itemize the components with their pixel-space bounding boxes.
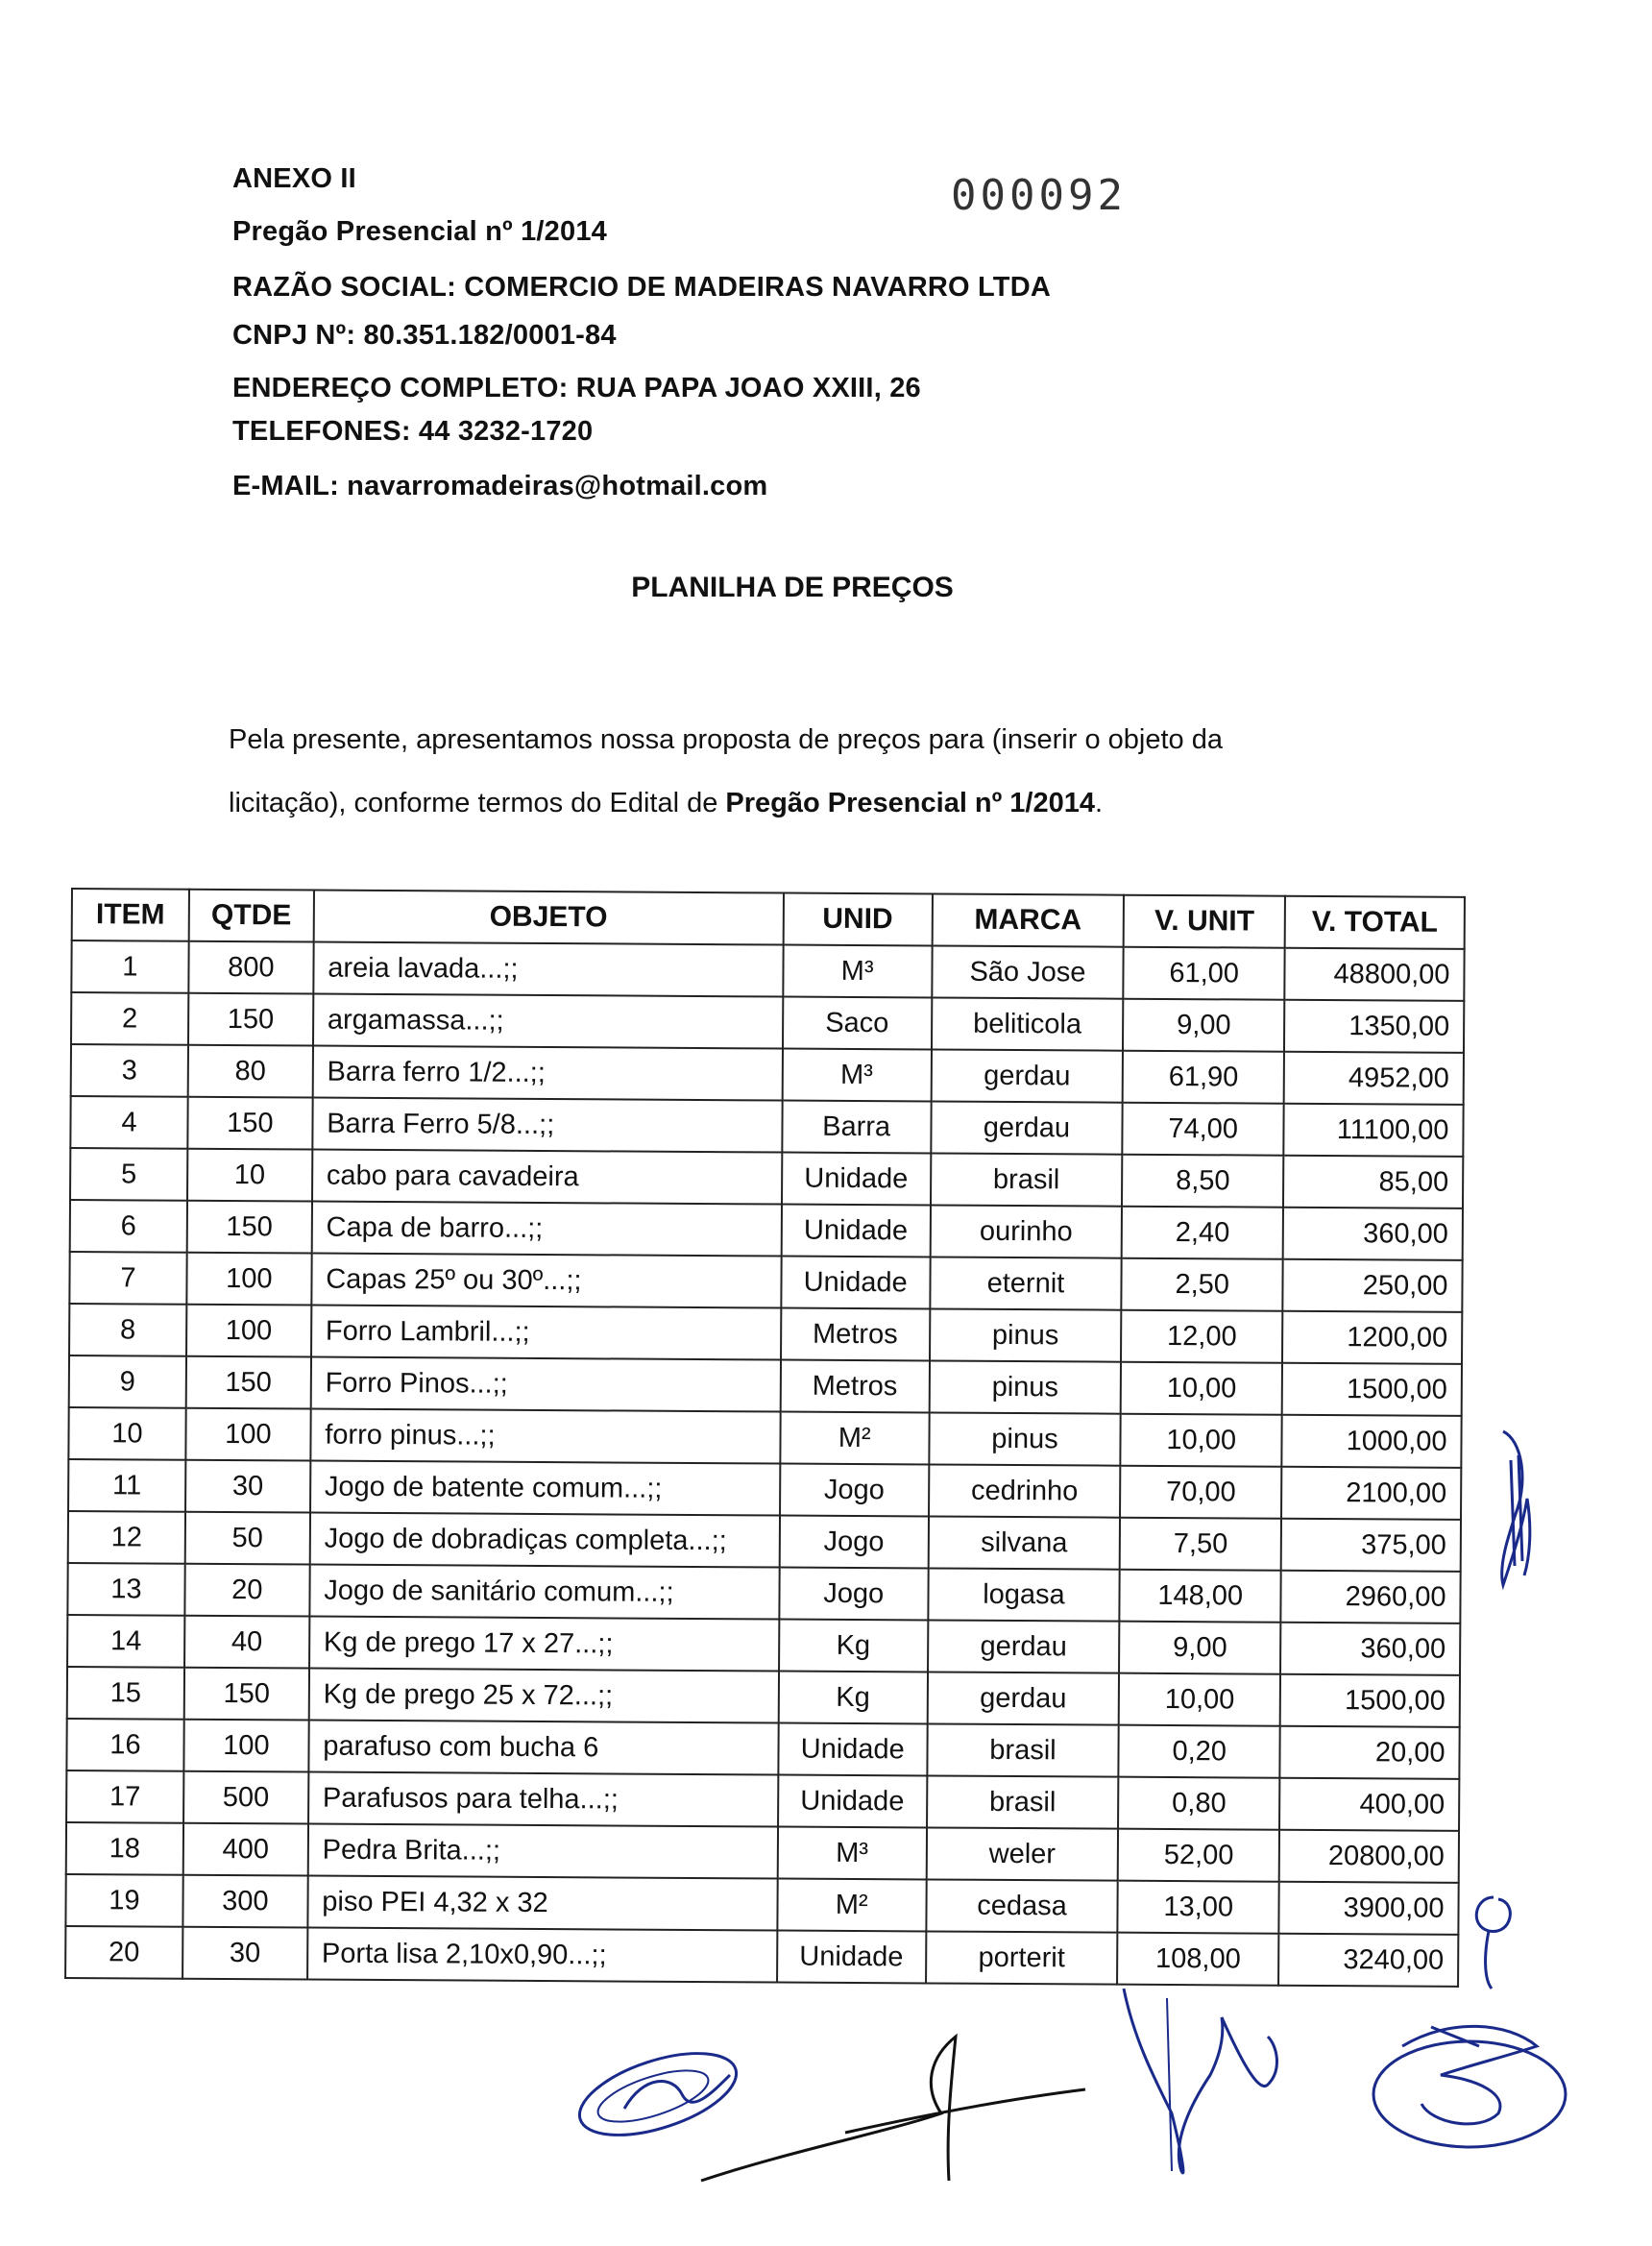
cell-v-unit: 74,00: [1123, 1103, 1284, 1156]
email: E-MAIL: navarromadeiras@hotmail.com: [232, 471, 768, 501]
cell-qtde: 100: [185, 1408, 310, 1461]
header-qtde: QTDE: [189, 890, 314, 942]
cell-marca: ourinho: [930, 1205, 1122, 1257]
cell-marca: pinus: [929, 1360, 1121, 1413]
cell-marca: cedasa: [926, 1879, 1118, 1932]
cell-qtde: 500: [183, 1771, 308, 1824]
cell-item: 1: [71, 940, 188, 993]
table-row: [65, 1874, 1458, 1935]
table-row: [68, 1459, 1461, 1520]
cell-unid: Kg: [778, 1672, 927, 1724]
cell-unid: M³: [783, 945, 932, 998]
cell-item: 8: [69, 1304, 186, 1356]
cell-qtde: 150: [187, 1097, 312, 1150]
table-row: [71, 992, 1464, 1053]
cell-marca: brasil: [927, 1775, 1119, 1828]
cell-marca: logasa: [928, 1568, 1120, 1621]
cell-objeto: Capas 25º ou 30º...;;: [311, 1254, 781, 1308]
cell-v-unit: 10,00: [1119, 1673, 1280, 1726]
cell-v-total: 1000,00: [1281, 1415, 1461, 1468]
cell-v-unit: 2,50: [1122, 1258, 1283, 1311]
cell-v-unit: 108,00: [1117, 1933, 1278, 1986]
cell-qtde: 150: [186, 1356, 311, 1409]
cell-v-total: 1350,00: [1284, 1000, 1464, 1053]
table-row: [70, 1096, 1463, 1157]
cell-item: 14: [67, 1615, 184, 1668]
cell-v-total: 360,00: [1280, 1623, 1460, 1675]
annex-label: ANEXO II: [232, 163, 356, 194]
header-v-unit: V. UNIT: [1124, 895, 1285, 948]
cell-v-unit: 61,90: [1123, 1051, 1284, 1104]
cell-v-total: 1500,00: [1280, 1674, 1460, 1727]
side-initial: [1465, 1888, 1532, 1993]
cell-marca: porterit: [926, 1931, 1118, 1984]
signature-3-drawing: [1114, 1979, 1287, 2190]
signature-2: [692, 2027, 1095, 2190]
header-objeto: OBJETO: [313, 891, 783, 945]
cell-objeto: Jogo de dobradiças completa...;;: [309, 1513, 779, 1568]
cell-item: 2: [71, 992, 188, 1045]
cell-v-total: 3240,00: [1278, 1934, 1458, 1987]
cell-unid: Metros: [781, 1308, 930, 1361]
cell-item: 9: [69, 1355, 186, 1408]
cell-qtde: 800: [188, 941, 313, 994]
cell-marca: beliticola: [932, 997, 1124, 1050]
cell-unid: Unidade: [781, 1257, 930, 1309]
cell-v-total: 250,00: [1282, 1259, 1462, 1312]
cell-objeto: areia lavada...;;: [313, 942, 783, 997]
cell-v-unit: 10,00: [1121, 1362, 1282, 1415]
cell-v-unit: 0,20: [1119, 1725, 1280, 1778]
cell-marca: eternit: [930, 1257, 1122, 1309]
cell-objeto: Kg de prego 25 x 72...;;: [308, 1669, 778, 1723]
cell-qtde: 150: [184, 1668, 309, 1721]
table-row: [70, 1148, 1463, 1208]
intro-line-1: Pela presente, apresentamos nossa proposta de preços para (inserir o objeto da: [229, 724, 1223, 755]
cell-qtde: 40: [184, 1616, 309, 1669]
cell-objeto: argamassa...;;: [313, 994, 783, 1049]
cell-objeto: Barra Ferro 5/8...;;: [312, 1098, 782, 1153]
price-table: [64, 888, 1466, 1988]
cell-marca: São Jose: [932, 945, 1124, 998]
cell-item: 10: [68, 1407, 185, 1460]
cell-v-unit: 2,40: [1122, 1207, 1283, 1259]
table-row: [66, 1770, 1459, 1831]
cell-qtde: 10: [187, 1149, 312, 1202]
cell-item: 5: [70, 1148, 187, 1201]
cell-unid: Jogo: [779, 1516, 928, 1569]
cell-objeto: Forro Lambril...;;: [311, 1306, 781, 1360]
telefones: TELEFONES: 44 3232-1720: [232, 416, 594, 447]
intro-line-2-bold: Pregão Presencial nº 1/2014: [725, 788, 1095, 818]
cell-marca: gerdau: [931, 1101, 1123, 1154]
cell-v-unit: 52,00: [1118, 1829, 1279, 1882]
intro-line-2-prefix: licitação), conforme termos do Edital de: [229, 788, 726, 818]
cell-qtde: 80: [188, 1045, 313, 1098]
signature-2-drawing: [692, 2027, 1095, 2190]
cell-unid: Unidade: [778, 1723, 927, 1776]
cell-v-unit: 0,80: [1118, 1777, 1279, 1830]
cell-unid: M²: [777, 1879, 926, 1932]
cell-qtde: 150: [188, 993, 313, 1046]
header-v-total: V. TOTAL: [1285, 896, 1465, 949]
cell-item: 12: [68, 1511, 185, 1564]
cell-v-unit: 12,00: [1121, 1310, 1282, 1363]
cell-v-unit: 70,00: [1120, 1466, 1281, 1519]
cnpj: CNPJ Nº: 80.351.182/0001-84: [232, 320, 617, 351]
cell-qtde: 50: [185, 1512, 310, 1565]
cell-qtde: 30: [185, 1460, 310, 1513]
cell-objeto: parafuso com bucha 6: [308, 1721, 778, 1775]
signature-4-drawing: [1364, 2008, 1585, 2161]
cell-item: 19: [65, 1874, 182, 1927]
cell-v-total: 48800,00: [1284, 948, 1464, 1001]
cell-v-total: 2960,00: [1280, 1571, 1460, 1623]
cell-objeto: forro pinus...;;: [310, 1409, 780, 1464]
cell-v-total: 360,00: [1283, 1208, 1463, 1260]
cell-unid: M²: [780, 1412, 929, 1465]
cell-item: 3: [71, 1044, 188, 1097]
header-item: ITEM: [72, 889, 189, 941]
table-row: [66, 1719, 1459, 1779]
header-marca: MARCA: [932, 893, 1124, 946]
cell-unid: Unidade: [777, 1931, 926, 1984]
cell-marca: gerdau: [927, 1672, 1119, 1724]
cell-objeto: Pedra Brita...;;: [307, 1824, 777, 1879]
cell-v-total: 1200,00: [1282, 1311, 1462, 1364]
cell-qtde: 30: [182, 1927, 307, 1980]
cell-unid: M³: [777, 1827, 926, 1880]
cell-item: 17: [66, 1770, 183, 1823]
cell-v-total: 20,00: [1279, 1726, 1459, 1779]
cell-item: 18: [66, 1822, 183, 1875]
cell-marca: brasil: [927, 1723, 1119, 1776]
cell-qtde: 100: [183, 1720, 308, 1772]
cell-item: 4: [70, 1096, 187, 1149]
cell-unid: Kg: [779, 1620, 928, 1672]
cell-unid: Unidade: [782, 1153, 931, 1206]
cell-v-total: 3900,00: [1278, 1882, 1458, 1935]
cell-qtde: 150: [187, 1201, 312, 1254]
cell-v-unit: 7,50: [1120, 1518, 1281, 1571]
cell-unid: Metros: [780, 1360, 929, 1413]
cell-item: 20: [65, 1926, 182, 1979]
intro-line-2: [229, 788, 1103, 819]
cell-item: 11: [68, 1459, 185, 1512]
cell-v-unit: 148,00: [1120, 1570, 1281, 1623]
cell-objeto: Forro Pinos...;;: [310, 1357, 780, 1412]
signature-3: [1114, 1979, 1287, 2190]
cell-v-total: 400,00: [1279, 1778, 1459, 1831]
cell-objeto: Kg de prego 17 x 27...;;: [309, 1617, 779, 1672]
cell-v-total: 20800,00: [1279, 1830, 1459, 1883]
cell-item: 15: [67, 1667, 184, 1720]
cell-objeto: Porta lisa 2,10x0,90...;;: [307, 1928, 777, 1983]
side-rubric-drawing: [1474, 1422, 1551, 1595]
cell-objeto: Jogo de sanitário comum...;;: [309, 1565, 779, 1620]
cell-unid: Jogo: [779, 1568, 928, 1621]
side-rubric: [1474, 1422, 1551, 1595]
cell-unid: Barra: [782, 1101, 931, 1154]
cell-marca: silvana: [928, 1516, 1120, 1569]
cell-marca: gerdau: [928, 1620, 1120, 1672]
intro-line-2-suffix: .: [1095, 788, 1104, 818]
table-row: [66, 1822, 1459, 1883]
cell-v-total: 1500,00: [1282, 1363, 1462, 1416]
table-row: [71, 1044, 1464, 1105]
cell-v-unit: 10,00: [1121, 1414, 1282, 1467]
cell-v-unit: 8,50: [1122, 1155, 1283, 1208]
table-row: [68, 1511, 1461, 1572]
table-row: [67, 1563, 1460, 1623]
cell-unid: Saco: [783, 997, 932, 1050]
cell-objeto: piso PEI 4,32 x 32: [307, 1876, 777, 1931]
cell-marca: brasil: [931, 1153, 1123, 1206]
table-row: [69, 1355, 1462, 1416]
cell-unid: Jogo: [780, 1464, 929, 1517]
signature-4: [1364, 2008, 1585, 2161]
razao-social: RAZÃO SOCIAL: COMERCIO DE MADEIRAS NAVARRO LTDA: [232, 272, 1051, 303]
cell-v-total: 4952,00: [1284, 1052, 1464, 1105]
page-stamp-number: 000092: [951, 171, 1127, 220]
cell-marca: pinus: [930, 1308, 1122, 1361]
cell-item: 7: [69, 1252, 186, 1305]
cell-v-unit: 61,00: [1124, 947, 1285, 1000]
cell-unid: Unidade: [778, 1775, 927, 1828]
cell-objeto: cabo para cavadeira: [312, 1150, 782, 1205]
cell-marca: gerdau: [931, 1049, 1123, 1102]
table-header-row: [72, 889, 1465, 949]
cell-unid: M³: [782, 1049, 931, 1102]
pregao-label: Pregão Presencial nº 1/2014: [232, 216, 607, 247]
cell-item: 16: [66, 1719, 183, 1771]
header-unid: UNID: [783, 893, 932, 946]
cell-qtde: 400: [183, 1823, 308, 1876]
cell-marca: cedrinho: [929, 1464, 1121, 1517]
table-row: [70, 1200, 1463, 1260]
cell-qtde: 20: [184, 1564, 309, 1617]
cell-qtde: 100: [186, 1305, 311, 1357]
endereco: ENDEREÇO COMPLETO: RUA PAPA JOAO XXIII, 26: [232, 373, 921, 403]
cell-item: 13: [67, 1563, 184, 1616]
cell-marca: weler: [926, 1827, 1118, 1880]
cell-v-total: 11100,00: [1283, 1104, 1463, 1157]
cell-v-total: 85,00: [1283, 1156, 1463, 1208]
cell-v-unit: 13,00: [1118, 1881, 1279, 1934]
cell-unid: Unidade: [781, 1205, 930, 1257]
cell-objeto: Capa de barro...;;: [311, 1202, 781, 1257]
table-row: [69, 1304, 1462, 1364]
table-row: [68, 1407, 1461, 1468]
cell-objeto: Barra ferro 1/2...;;: [312, 1046, 782, 1101]
cell-v-total: 2100,00: [1281, 1467, 1461, 1520]
cell-objeto: Jogo de batente comum...;;: [310, 1461, 780, 1516]
table-row: [69, 1252, 1462, 1312]
cell-v-unit: 9,00: [1119, 1622, 1280, 1674]
cell-qtde: 100: [186, 1253, 311, 1306]
cell-item: 6: [70, 1200, 187, 1253]
cell-marca: pinus: [929, 1412, 1121, 1465]
cell-v-unit: 9,00: [1123, 999, 1284, 1052]
table-row: [71, 940, 1464, 1001]
cell-qtde: 300: [182, 1875, 307, 1928]
table-row: [65, 1926, 1458, 1987]
cell-v-total: 375,00: [1281, 1519, 1461, 1572]
cell-objeto: Parafusos para telha...;;: [308, 1772, 778, 1827]
side-initial-drawing: [1465, 1888, 1532, 1993]
table-row: [67, 1615, 1460, 1675]
table-row: [67, 1667, 1460, 1727]
page-title: PLANILHA DE PREÇOS: [631, 572, 954, 603]
